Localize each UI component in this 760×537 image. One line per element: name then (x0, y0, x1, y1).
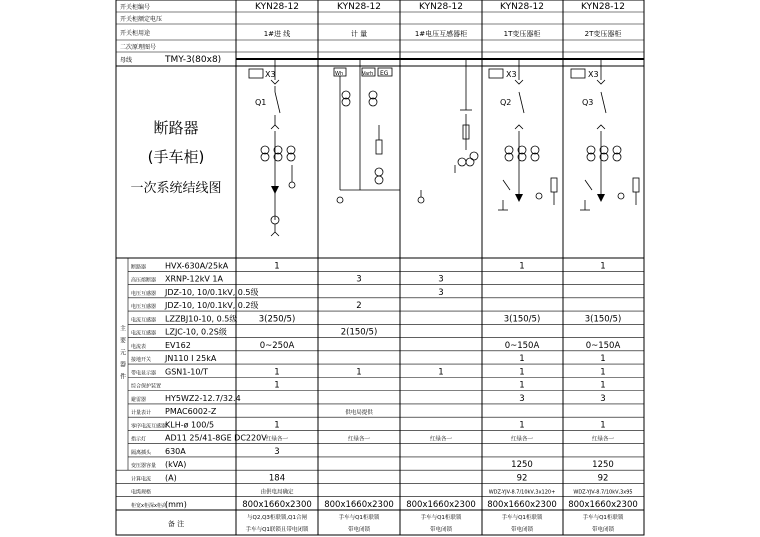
remark-5-line-1: 手车与Q1柜联锁 (582, 515, 624, 521)
cell-value: 3(150/5) (584, 314, 622, 325)
x3-label-1: X3 (265, 70, 276, 79)
remark-4-line-1: 手车与Q1柜联锁 (501, 515, 543, 521)
component-spec: HY5WZ2-12.7/32.4 (165, 393, 241, 403)
cabinet-use-3: 1#电压互感器柜 (414, 30, 468, 38)
component-spec: XRNP-12kV 1A (165, 274, 223, 284)
breaker-q2 (519, 92, 524, 113)
remark-5-line-2: 带电闭锁 (591, 527, 615, 533)
remark-3-line-1: 手车与Q1柜联锁 (420, 515, 462, 521)
component-spec: KLH-ø 100/5 (165, 420, 215, 430)
cell-value: 1 (356, 367, 362, 378)
cell-value: 1250 (511, 460, 533, 471)
remark-2-line-1: 手车与Q1柜联锁 (338, 515, 380, 521)
row-label-use: 开关柜用途 (120, 30, 151, 37)
remark-1-line-2: 手车与Q1联锁且带电闭锁 (245, 527, 309, 533)
cell-value: 1 (600, 420, 606, 431)
x3-label-4: X3 (506, 70, 517, 79)
cell-value: 1 (600, 354, 606, 365)
cell-value: 1250 (592, 460, 614, 471)
cell-value: 0~250A (259, 340, 295, 351)
cell-value: 0~150A (585, 340, 621, 351)
cell-value: 800x1660x2300 (487, 500, 557, 510)
cell-value: 3 (274, 446, 280, 457)
component-spec: HVX-630A/25kA (165, 261, 229, 271)
cell-value: 800x1660x2300 (568, 500, 638, 510)
live-indicator-1 (249, 69, 263, 78)
cell-value: 3(250/5) (258, 314, 296, 325)
cabinet-model-5: KYN28-12 (581, 2, 625, 12)
title-line-1: 断路器 (153, 119, 199, 137)
component-name: 综合保护装置 (131, 383, 162, 390)
remarks-section (116, 510, 644, 533)
diagram-title (130, 119, 221, 196)
cell-value: 3(150/5) (503, 314, 541, 325)
row-label-cabinet-no: 开关柜编号 (120, 4, 151, 11)
cabinet-use-5: 2T变压器柜 (584, 30, 622, 38)
cell-value: WDZ-YJV-8.7/10kV,3x120+ (488, 489, 556, 496)
remarks-label: 备 注 (167, 520, 185, 528)
component-name: 带电显示器 (131, 370, 157, 377)
component-spec: 630A (165, 446, 186, 456)
busbar-label: 母线 (120, 57, 133, 64)
cell-value: 1 (519, 420, 525, 431)
side-label-text: 主要元器件 (118, 325, 126, 385)
cell-value: 红绿各一 (347, 436, 371, 443)
breaker-q3-label: Q3 (582, 98, 594, 107)
cabinet-1-circuit (249, 59, 295, 236)
component-name: 电流互感器 (131, 317, 157, 324)
component-spec: PMAC6002-Z (165, 407, 217, 417)
zero-seq-ct-1 (271, 186, 279, 194)
cell-value: 3 (438, 274, 444, 285)
x3-label-5: X3 (588, 70, 599, 79)
component-name: 电流互感器 (131, 330, 157, 337)
component-name: 计量表计 (131, 410, 152, 417)
cell-value: 2(150/5) (340, 327, 378, 338)
cell-value: 1 (274, 367, 280, 378)
cell-value: 红绿各一 (510, 436, 534, 443)
cabinet-model-1: KYN28-12 (255, 2, 299, 12)
component-name: 零序电流互感器 (131, 423, 167, 430)
component-name: 电压互感器 (131, 304, 157, 311)
svg-text:EG: EG (380, 70, 389, 77)
live-indicator-2 (337, 197, 343, 203)
surge-arrester-5 (633, 178, 639, 192)
component-name: 避雷器 (131, 396, 147, 403)
svg-text:Wh: Wh (335, 71, 344, 77)
cell-value: 92 (597, 473, 609, 484)
cell-value: 1 (600, 367, 606, 378)
cell-value: 800x1660x2300 (242, 500, 312, 510)
cabinet-5-circuit (571, 59, 639, 210)
cell-value: 3 (519, 393, 525, 404)
cell-value: 3 (438, 287, 444, 298)
remark-2-line-2: 带电闭锁 (347, 527, 371, 533)
component-name: 电流表 (131, 343, 147, 350)
cell-value: 由供电局确定 (260, 489, 294, 496)
component-name: 变压器容量 (131, 463, 157, 470)
cell-value: 1 (274, 420, 280, 431)
breaker-q3 (601, 92, 606, 113)
cell-value: 1 (438, 367, 444, 378)
cell-value: 184 (268, 473, 286, 484)
live-indicator-5 (571, 69, 585, 78)
remark-4-line-2: 带电闭锁 (510, 527, 534, 533)
component-name: 隔离插头 (131, 449, 152, 456)
cell-value: 1 (519, 367, 525, 378)
component-spec: (mm) (165, 500, 187, 509)
cell-value: 红绿各一 (265, 436, 289, 443)
current-transformers-1 (261, 146, 295, 161)
remark-1-line-1: 与Q2,Q3柜联锁,Q1合闸 (247, 515, 307, 521)
surge-arrester-4 (551, 178, 557, 192)
component-name: 计算电流 (131, 476, 152, 483)
cell-value: 红绿各一 (591, 436, 615, 443)
cabinet-model-4: KYN28-12 (500, 2, 544, 12)
component-spec: LZZBJ10-10, 0.5级 (165, 314, 238, 324)
cabinet-use-1: 1#进 线 (263, 30, 291, 38)
component-side-label (119, 324, 126, 385)
cell-value: 2 (356, 301, 362, 312)
cell-value: 1 (274, 261, 280, 272)
cell-value: 1 (519, 354, 525, 365)
cell-value: 1 (519, 261, 525, 272)
cell-value: 800x1660x2300 (324, 500, 394, 510)
component-name: 断路器 (131, 264, 147, 271)
cell-value: 供电局提供 (345, 410, 373, 417)
fuse-2 (376, 140, 382, 154)
component-spec: JDZ-10, 10/0.1kV, 0.2级 (165, 301, 259, 311)
component-spec: GSN1-10/T (165, 367, 208, 377)
cabinet-use-4: 1T变压器柜 (503, 30, 541, 38)
live-indicator-4 (489, 69, 503, 78)
component-name: 电压互感器 (131, 290, 157, 297)
title-line-3: 一次系统结线图 (130, 181, 222, 196)
title-line-2: (手车柜) (147, 148, 205, 166)
component-spec: JDZ-10, 10/0.1kV, 0.5级 (165, 287, 259, 297)
component-spec: EV162 (165, 340, 191, 350)
cabinet-use-2: 计 量 (350, 30, 368, 38)
cabinet-model-3: KYN28-12 (419, 2, 463, 12)
cell-value: 0~150A (504, 340, 540, 351)
cell-value: 1 (274, 380, 280, 391)
cell-value: 3 (356, 274, 362, 285)
component-spec: AD11 25/41-8GE DC220V (165, 433, 267, 443)
component-name: 高压熔断器 (131, 277, 157, 284)
cell-value: 800x1660x2300 (406, 500, 476, 510)
row-label-voltage: 开关柜额定电压 (120, 16, 163, 23)
row-label-schematic-no: 二次原理图号 (120, 44, 157, 51)
component-spec: (kVA) (165, 460, 187, 470)
component-name: 接地开关 (131, 357, 152, 364)
cell-value: 1 (600, 261, 606, 272)
breaker-q1 (275, 92, 280, 113)
component-name: 指示灯 (131, 436, 147, 443)
cell-value: 1 (600, 380, 606, 391)
live-indicator-3 (418, 197, 424, 203)
breaker-q2-label: Q2 (500, 98, 512, 107)
component-name: 柜宽x柜深x柜高 (131, 503, 167, 509)
cell-value: 3 (600, 393, 606, 404)
cell-value: 1 (519, 380, 525, 391)
cabinet-model-2: KYN28-12 (337, 2, 381, 12)
cell-value: 92 (516, 473, 528, 484)
cell-value: 红绿各一 (429, 436, 453, 443)
component-spec: (A) (165, 473, 177, 483)
cabinet-3-circuit (418, 59, 478, 203)
busbar-spec: TMY-3(80x8) (165, 55, 222, 65)
component-spec: JN110 I 25kA (165, 354, 217, 364)
cabinet-2-circuit (334, 59, 400, 203)
component-name: 电缆规格 (131, 489, 152, 496)
remark-3-line-2: 带电闭锁 (429, 527, 453, 533)
svg-text:Varh: Varh (362, 71, 374, 77)
ground-indicator-1 (289, 182, 295, 188)
header (120, 2, 625, 65)
component-table (116, 261, 644, 510)
breaker-q1-label: Q1 (255, 98, 267, 107)
component-spec: LZJC-10, 0.2S级 (165, 327, 227, 337)
cabinet-4-circuit (489, 59, 557, 210)
cell-value: WDZ-YJV-8.7/10kV,3x95 (573, 489, 633, 496)
